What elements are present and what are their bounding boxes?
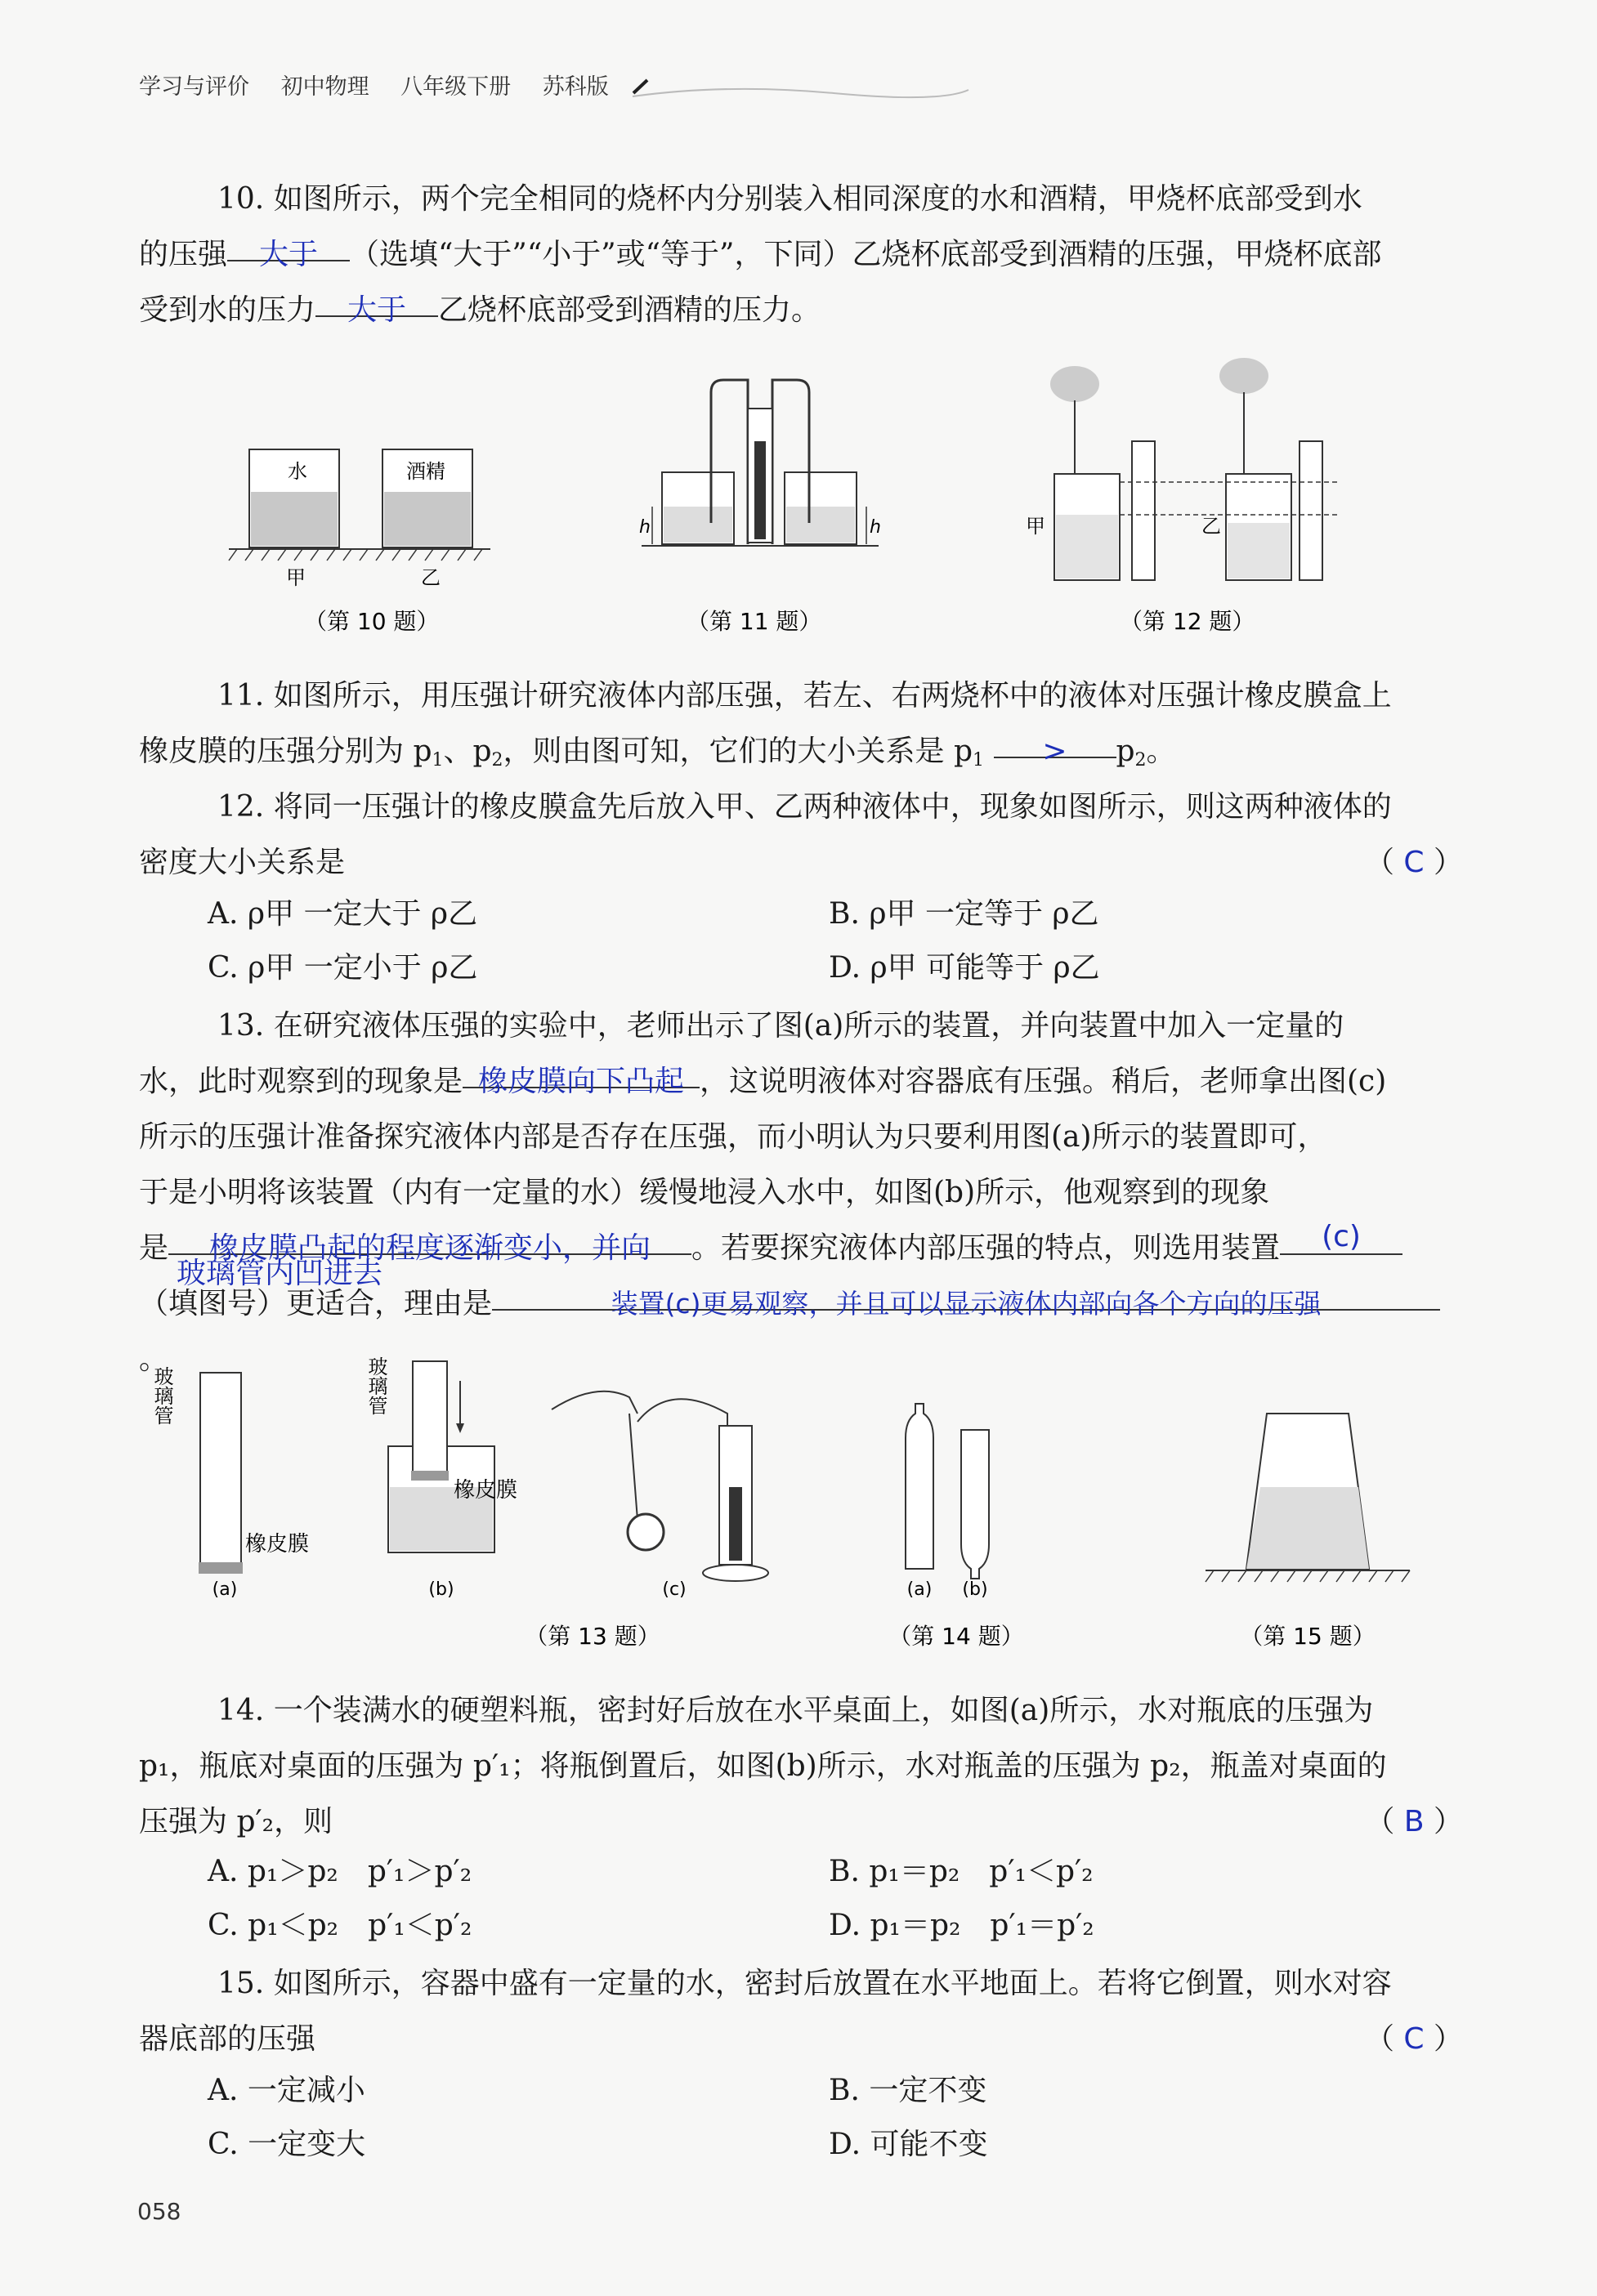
q10-text: 的压强 — [139, 238, 228, 271]
q13-line-3 — [139, 1110, 1463, 1165]
fig13-a-label: (a) — [212, 1579, 238, 1600]
q14-answer: B — [1403, 1805, 1425, 1838]
q12-option-d[interactable]: D. ρ甲 可能等于 ρ乙 — [829, 951, 1100, 985]
q11-text: 橡皮膜的压强分别为 p — [139, 735, 432, 768]
book-title: 学习与评价 — [139, 74, 249, 100]
page-header — [139, 69, 633, 101]
q13-text: （填图号）更适合，理由是 — [139, 1287, 493, 1320]
q13-answer-2a: 橡皮膜凸起的程度逐渐变小，并向 — [209, 1231, 651, 1265]
grade-label: 八年级下册 — [400, 74, 512, 100]
q10-text: 受到水的压力 — [139, 293, 316, 327]
h-right: h — [870, 517, 881, 538]
page-number: 058 — [137, 2198, 181, 2225]
q10-text: （选填“大于”“小于”或“等于”，下同）乙烧杯底部受到酒精的压强，甲烧杯底部 — [350, 238, 1382, 271]
q14-option-a[interactable]: A. p₁＞p₂ p′₁＞p′₂ — [208, 1855, 472, 1888]
h-left: h — [639, 517, 651, 538]
q13-text: 。 — [139, 1342, 169, 1376]
fig13-c-label: (c) — [662, 1579, 687, 1600]
q11-text: 。 — [1146, 735, 1176, 768]
q15-option-b[interactable]: B. 一定不变 — [829, 2074, 987, 2107]
q13-answer-3-blank[interactable] — [1280, 1221, 1402, 1255]
q15-option-d[interactable]: D. 可能不变 — [829, 2128, 988, 2161]
question-12 — [139, 779, 1463, 835]
caption-11: （第 11 题） — [687, 608, 822, 635]
q11-subscript: 2 — [491, 750, 503, 771]
q10-answer-1: 大于 — [259, 238, 319, 271]
q14-line-1: 14. 一个装满水的硬塑料瓶，密封好后放在水平桌面上，如图(a)所示，水对瓶底的压强为 — [217, 1694, 1374, 1727]
water-label: 水 — [288, 460, 307, 483]
q11-answer: > — [1042, 735, 1067, 768]
q13-text: 所示的压强计准备探究液体内部是否存在压强，而小明认为只要利用图(a)所示的装置即可， — [139, 1120, 1327, 1154]
yi-label: 乙 — [421, 566, 441, 589]
q14-option-d[interactable]: D. p₁＝p₂ p′₁＝p′₂ — [829, 1909, 1094, 1942]
q10-answer-2: 大于 — [347, 293, 407, 327]
q14-answer-bracket[interactable]: （ B ） — [1365, 1805, 1463, 1838]
fig13-b-label: (b) — [428, 1579, 454, 1600]
caption-14: （第 14 题） — [888, 1623, 1024, 1650]
q14-option-b[interactable]: B. p₁＝p₂ p′₁＜p′₂ — [829, 1855, 1094, 1888]
q11-subscript: 1 — [432, 750, 444, 771]
q14-text: 压强为 p′₂，则 — [139, 1805, 333, 1838]
figures-row-1 — [139, 351, 1479, 662]
q13-answer-1-blank[interactable] — [463, 1054, 700, 1098]
q12-answer: C — [1403, 846, 1425, 879]
q11-subscript: 2 — [1134, 750, 1147, 771]
q13-line-2 — [139, 1054, 1463, 1110]
figure-11 — [639, 380, 881, 635]
glass-tube-label-a: 玻璃管 — [150, 1366, 173, 1425]
figure-10 — [229, 449, 490, 635]
q13-answer-4: 装置(c)更易观察，并且可以显示液体内部向各个方向的压强 — [611, 1288, 1322, 1320]
fig14-a-label: (a) — [906, 1579, 933, 1600]
q12-option-a[interactable]: A. ρ甲 一定大于 ρ乙 — [208, 897, 478, 931]
q15-answer-bracket[interactable]: （ C ） — [1364, 2022, 1463, 2056]
q13-text: 于是小明将该装置（内有一定量的水）缓慢地浸入水中，如图(b)所示，他观察到的现象 — [139, 1176, 1270, 1209]
caption-13: （第 13 题） — [525, 1623, 660, 1650]
caption-10: （第 10 题） — [304, 608, 440, 635]
q12-line-2 — [139, 835, 1463, 891]
q10-text: 乙烧杯底部受到酒精的压力。 — [438, 293, 821, 327]
q11-text: 、p — [443, 735, 492, 768]
q13-text: 水，此时观察到的现象是 — [139, 1065, 463, 1098]
q10-line-2 — [139, 227, 1463, 283]
q12-text: 密度大小关系是 — [139, 846, 346, 879]
q13-line-4 — [139, 1165, 1463, 1221]
q15-answer: C — [1403, 2022, 1425, 2056]
fig14-b-label: (b) — [962, 1579, 988, 1600]
yi-label-12: 乙 — [1201, 515, 1221, 538]
figure-13b — [365, 1356, 517, 1600]
figure-13c — [525, 1391, 768, 1650]
q11-line-1: 11. 如图所示，用压强计研究液体内部压强，若左、右两烧杯中的液体对压强计橡皮膜盒上 — [217, 679, 1392, 712]
figure-13a — [150, 1366, 309, 1600]
q15-option-c[interactable]: C. 一定变大 — [208, 2128, 366, 2161]
subject-label: 初中物理 — [280, 74, 369, 100]
caption-12: （第 12 题） — [1120, 608, 1255, 635]
q10-answer-1-blank[interactable] — [227, 227, 350, 271]
rubber-label-a: 橡皮膜 — [245, 1532, 310, 1557]
q14-line-3 — [139, 1794, 1463, 1850]
q10-line-1: 10. 如图所示，两个完全相同的烧杯内分别装入相同深度的水和酒精，甲烧杯底部受到水 — [217, 182, 1362, 216]
q12-option-c[interactable]: C. ρ甲 一定小于 ρ乙 — [208, 951, 478, 985]
figures-row-2 — [139, 1332, 1479, 1675]
q11-answer-blank[interactable] — [994, 724, 1116, 768]
q13-line-1: 13. 在研究液体压强的实验中，老师出示了图(a)所示的装置，并向装置中加入一定量的 — [217, 1009, 1344, 1043]
q12-answer-bracket[interactable]: （ C ） — [1364, 846, 1463, 879]
q13-answer-4-blank[interactable] — [492, 1276, 1440, 1320]
q13-answer-1: 橡皮膜向下凸起 — [478, 1065, 685, 1098]
figure-12 — [1026, 358, 1340, 635]
q11-text: ，则由图可知，它们的大小关系是 p — [503, 735, 973, 768]
q11-text: p — [1116, 735, 1135, 768]
caption-15: （第 15 题） — [1240, 1623, 1376, 1650]
figure-14 — [888, 1404, 1023, 1650]
question-11 — [139, 668, 1463, 724]
question-13 — [139, 998, 1463, 1054]
q14-line-2 — [139, 1739, 1463, 1794]
alcohol-label: 酒精 — [406, 460, 445, 483]
q13-text: ，这说明液体对容器底有压强。稍后，老师拿出图(c) — [700, 1065, 1387, 1098]
q13-text: 。若要探究液体内部压强的特点，则选用装置 — [691, 1231, 1281, 1265]
q13-answer-2b: 玻璃管内凹进去 — [177, 1257, 383, 1290]
q14-option-c[interactable]: C. p₁＜p₂ p′₁＜p′₂ — [208, 1909, 472, 1942]
question-14 — [139, 1683, 1463, 1739]
question-15 — [139, 1956, 1463, 2012]
q11-subscript: 1 — [973, 750, 985, 771]
q15-line-2 — [139, 2012, 1463, 2067]
q13-text: 是 — [139, 1231, 169, 1265]
pen-icon — [629, 75, 973, 108]
q14-text: p₁，瓶底对桌面的压强为 p′₁；将瓶倒置后，如图(b)所示，水对瓶盖的压强为 p₂，瓶盖对桌面的 — [139, 1749, 1387, 1783]
q15-text: 器底部的压强 — [139, 2022, 316, 2056]
q15-option-a[interactable]: A. 一定减小 — [208, 2074, 365, 2107]
jia-label-12: 甲 — [1026, 515, 1045, 538]
rubber-label-b: 橡皮膜 — [454, 1478, 518, 1503]
glass-tube-label-b: 玻璃管 — [365, 1356, 387, 1415]
question-10 — [139, 172, 1463, 227]
figure-15 — [1206, 1414, 1410, 1650]
q10-line-3 — [139, 283, 1463, 338]
edition-label: 苏科版 — [542, 74, 609, 100]
jia-label: 甲 — [286, 566, 306, 589]
q12-line-1: 12. 将同一压强计的橡皮膜盒先后放入甲、乙两种液体中，现象如图所示，则这两种液体的 — [217, 790, 1392, 824]
q10-answer-2-blank[interactable] — [315, 283, 438, 327]
q15-line-1: 15. 如图所示，容器中盛有一定量的水，密封后放置在水平地面上。若将它倒置，则水对容 — [217, 1967, 1392, 2000]
q12-option-b[interactable]: B. ρ甲 一定等于 ρ乙 — [829, 897, 1099, 931]
q13-answer-3: (c) — [1322, 1220, 1361, 1253]
